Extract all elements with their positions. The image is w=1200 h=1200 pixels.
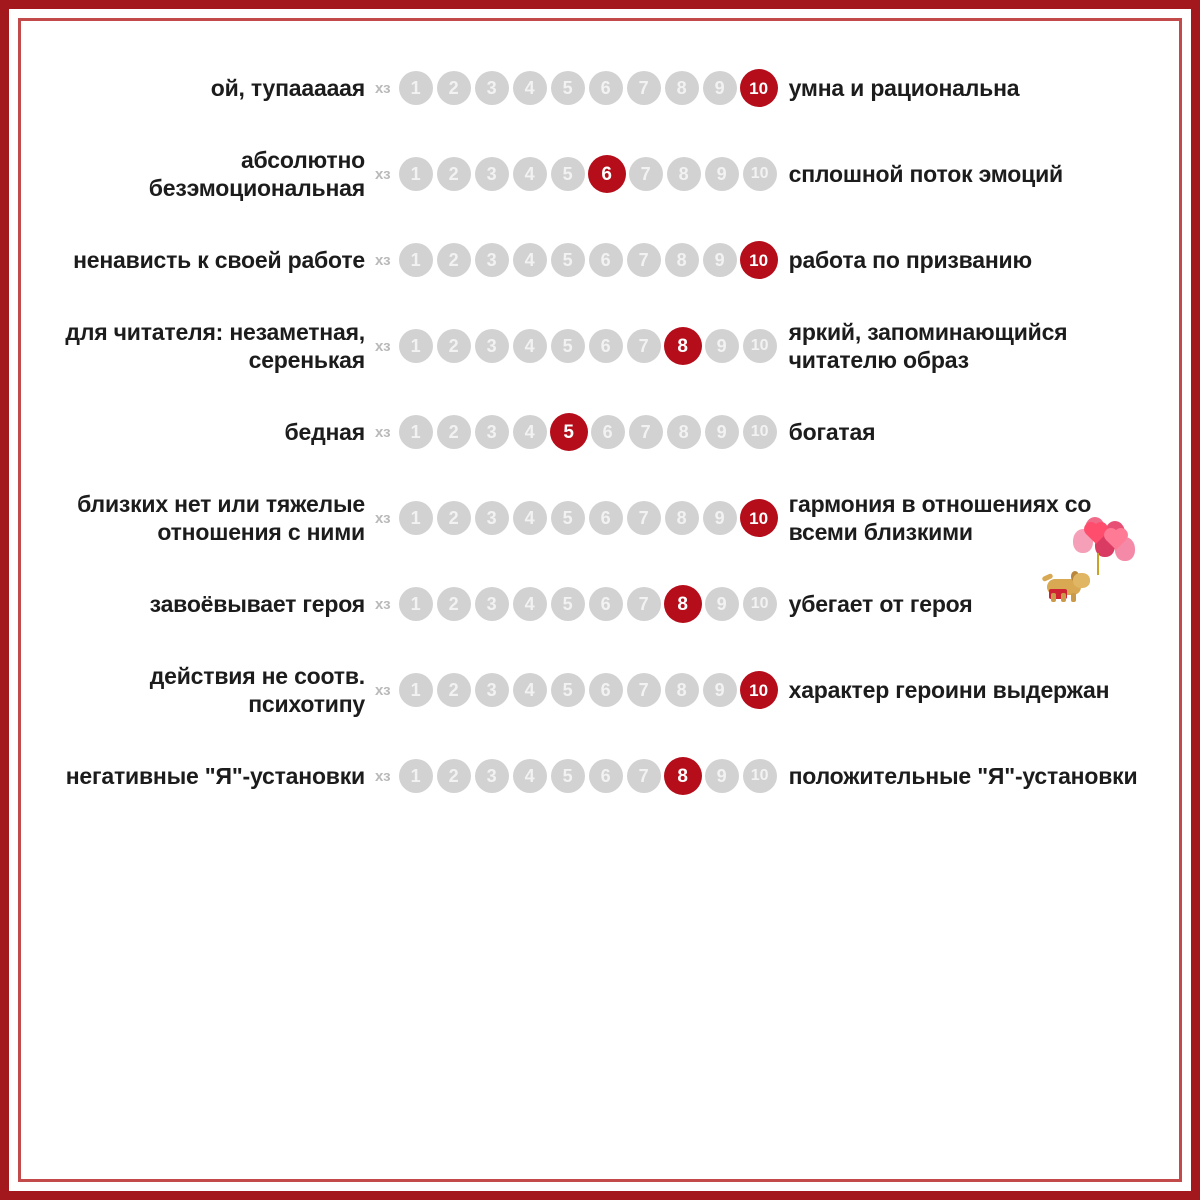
scale-dot[interactable]: 9	[705, 329, 739, 363]
row-left-label: для читателя: незаметная, серенькая	[65, 318, 365, 373]
scale-dot[interactable]: 3	[475, 501, 509, 535]
row-left-label: абсолютно безэмоциональная	[148, 146, 365, 201]
scale-dot[interactable]: 3	[475, 243, 509, 277]
scale-row	[55, 131, 1145, 217]
scale-dot[interactable]: 7	[627, 673, 661, 707]
scale-dot[interactable]: 9	[703, 71, 737, 105]
rating-scale	[375, 586, 777, 622]
scale-dot[interactable]: 3	[475, 329, 509, 363]
scale-dot[interactable]: 7	[629, 157, 663, 191]
scale-row	[55, 217, 1145, 303]
scale-dot[interactable]: 5	[551, 673, 585, 707]
scale-unknown-label: хз	[375, 767, 391, 785]
scale-dot[interactable]: 9	[703, 673, 737, 707]
scale-dot[interactable]: 10	[743, 157, 777, 191]
scale-dot-selected[interactable]: 6	[589, 156, 625, 192]
inner-frame	[18, 18, 1182, 1182]
scale-unknown-label: хз	[375, 595, 391, 613]
scale-dot[interactable]: 10	[743, 329, 777, 363]
row-right-label: умна и рациональна	[788, 74, 1020, 101]
scale-dot[interactable]: 9	[705, 415, 739, 449]
scale-dot[interactable]: 5	[551, 587, 585, 621]
scale-unknown-label: хз	[375, 251, 391, 269]
row-left-label: ой, тупааааая	[210, 74, 365, 101]
scale-dot[interactable]: 5	[551, 243, 585, 277]
scale-dot[interactable]: 2	[437, 759, 471, 793]
scale-dot[interactable]: 4	[513, 501, 547, 535]
rating-scale	[375, 414, 777, 450]
scale-dot[interactable]: 3	[475, 759, 509, 793]
rating-scale	[375, 328, 777, 364]
scale-dot[interactable]: 1	[399, 587, 433, 621]
scale-rows	[55, 45, 1145, 819]
scale-dot[interactable]: 4	[513, 759, 547, 793]
scale-dot[interactable]: 8	[665, 501, 699, 535]
row-right-label: положительные "Я"-установки	[788, 762, 1138, 789]
scale-dot[interactable]: 9	[705, 759, 739, 793]
scale-dot[interactable]: 1	[399, 673, 433, 707]
rating-scale	[375, 70, 777, 106]
rating-scale	[375, 672, 777, 708]
scale-dot[interactable]: 5	[551, 157, 585, 191]
scale-dot[interactable]: 8	[665, 243, 699, 277]
scale-dot[interactable]: 4	[513, 243, 547, 277]
scale-dot[interactable]: 10	[743, 759, 777, 793]
scale-dot[interactable]: 6	[589, 673, 623, 707]
scale-dot[interactable]: 5	[551, 71, 585, 105]
scale-dot[interactable]: 9	[703, 501, 737, 535]
scale-dot[interactable]: 6	[589, 501, 623, 535]
scale-dot[interactable]: 5	[551, 329, 585, 363]
scale-dot[interactable]: 8	[667, 415, 701, 449]
scale-dot[interactable]: 8	[665, 71, 699, 105]
scale-dot[interactable]: 1	[399, 759, 433, 793]
scale-dot[interactable]: 1	[399, 243, 433, 277]
scale-dot[interactable]: 6	[589, 71, 623, 105]
scale-dot-selected[interactable]: 5	[551, 414, 587, 450]
scale-dot[interactable]: 3	[475, 71, 509, 105]
scale-unknown-label: хз	[375, 337, 391, 355]
scale-dot-selected[interactable]: 8	[665, 758, 701, 794]
scale-dot[interactable]: 6	[589, 243, 623, 277]
rating-scale	[375, 242, 777, 278]
scale-dot[interactable]: 7	[629, 415, 663, 449]
scale-unknown-label: хз	[375, 423, 391, 441]
scale-dot[interactable]: 8	[667, 157, 701, 191]
scale-dot[interactable]: 6	[589, 759, 623, 793]
scale-row	[55, 561, 1145, 647]
row-left-label: завоёвывает героя	[149, 590, 365, 617]
row-left-label: ненависть к своей работе	[73, 246, 365, 273]
scale-dot[interactable]: 7	[627, 329, 661, 363]
scale-dot[interactable]: 9	[705, 157, 739, 191]
scale-dot[interactable]: 8	[665, 673, 699, 707]
scale-dot[interactable]: 6	[591, 415, 625, 449]
scale-unknown-label: хз	[375, 509, 391, 527]
scale-dot-selected[interactable]: 10	[741, 672, 777, 708]
row-right-label: гармония в отношениях со всеми близкими	[788, 490, 1092, 545]
row-right-label: сплошной поток эмоций	[788, 160, 1063, 187]
scale-dot-selected[interactable]: 8	[665, 586, 701, 622]
scale-row	[55, 389, 1145, 475]
scale-dot[interactable]: 2	[437, 71, 471, 105]
scale-unknown-label: хз	[375, 681, 391, 699]
scale-dot-selected[interactable]: 10	[741, 500, 777, 536]
scale-dot[interactable]: 2	[437, 501, 471, 535]
scale-dot[interactable]: 2	[437, 415, 471, 449]
scale-dot[interactable]: 9	[705, 587, 739, 621]
scale-dot[interactable]: 2	[437, 673, 471, 707]
scale-dot-selected[interactable]: 10	[741, 242, 777, 278]
scale-dot[interactable]: 3	[475, 415, 509, 449]
scale-dot[interactable]: 2	[437, 587, 471, 621]
scale-dot[interactable]: 1	[399, 415, 433, 449]
scale-dot[interactable]: 10	[743, 415, 777, 449]
scale-dot[interactable]: 2	[437, 157, 471, 191]
row-right-label: убегает от героя	[788, 590, 973, 617]
scale-dot[interactable]: 7	[627, 243, 661, 277]
scale-dot[interactable]: 6	[589, 587, 623, 621]
scale-dot[interactable]: 7	[627, 501, 661, 535]
row-left-label: близких нет или тяжелые отношения с ними	[77, 490, 365, 545]
scale-row	[55, 303, 1145, 389]
scale-dot[interactable]: 3	[475, 673, 509, 707]
scale-row	[55, 647, 1145, 733]
scale-dot[interactable]: 4	[513, 71, 547, 105]
row-left-label: бедная	[284, 418, 365, 445]
scale-dot[interactable]: 1	[399, 157, 433, 191]
scale-dot[interactable]: 5	[551, 759, 585, 793]
scale-row	[55, 733, 1145, 819]
scale-dot[interactable]: 3	[475, 157, 509, 191]
scale-dot[interactable]: 4	[513, 587, 547, 621]
scale-dot[interactable]: 4	[513, 673, 547, 707]
scale-dot[interactable]: 4	[513, 415, 547, 449]
scale-dot[interactable]: 7	[627, 587, 661, 621]
row-right-label: работа по призванию	[788, 246, 1032, 273]
rating-scale	[375, 500, 777, 536]
scale-dot[interactable]: 10	[743, 587, 777, 621]
row-left-label: действия не соотв. психотипу	[149, 662, 365, 717]
scale-dot[interactable]: 1	[399, 501, 433, 535]
rating-scale	[375, 156, 777, 192]
scale-dot-selected[interactable]: 8	[665, 328, 701, 364]
scale-dot[interactable]: 1	[399, 329, 433, 363]
row-left-label: негативные "Я"-установки	[65, 762, 365, 789]
scale-dot[interactable]: 3	[475, 587, 509, 621]
scale-dot[interactable]: 1	[399, 71, 433, 105]
scale-row	[55, 45, 1145, 131]
scale-dot[interactable]: 5	[551, 501, 585, 535]
scale-dot[interactable]: 7	[627, 71, 661, 105]
rating-scale	[375, 758, 777, 794]
row-right-label: богатая	[788, 418, 876, 445]
scale-dot[interactable]: 6	[589, 329, 623, 363]
scale-dot[interactable]: 2	[437, 243, 471, 277]
scale-dot[interactable]: 2	[437, 329, 471, 363]
scale-dot[interactable]: 9	[703, 243, 737, 277]
scale-unknown-label: хз	[375, 165, 391, 183]
scale-dot-selected[interactable]: 10	[741, 70, 777, 106]
scale-dot[interactable]: 4	[513, 157, 547, 191]
scale-row	[55, 475, 1145, 561]
row-right-label: яркий, запоминающийся читателю образ	[788, 318, 1068, 373]
row-right-label: характер героини выдержан	[788, 676, 1110, 703]
scale-dot[interactable]: 7	[627, 759, 661, 793]
scale-unknown-label: хз	[375, 79, 391, 97]
scale-dot[interactable]: 4	[513, 329, 547, 363]
